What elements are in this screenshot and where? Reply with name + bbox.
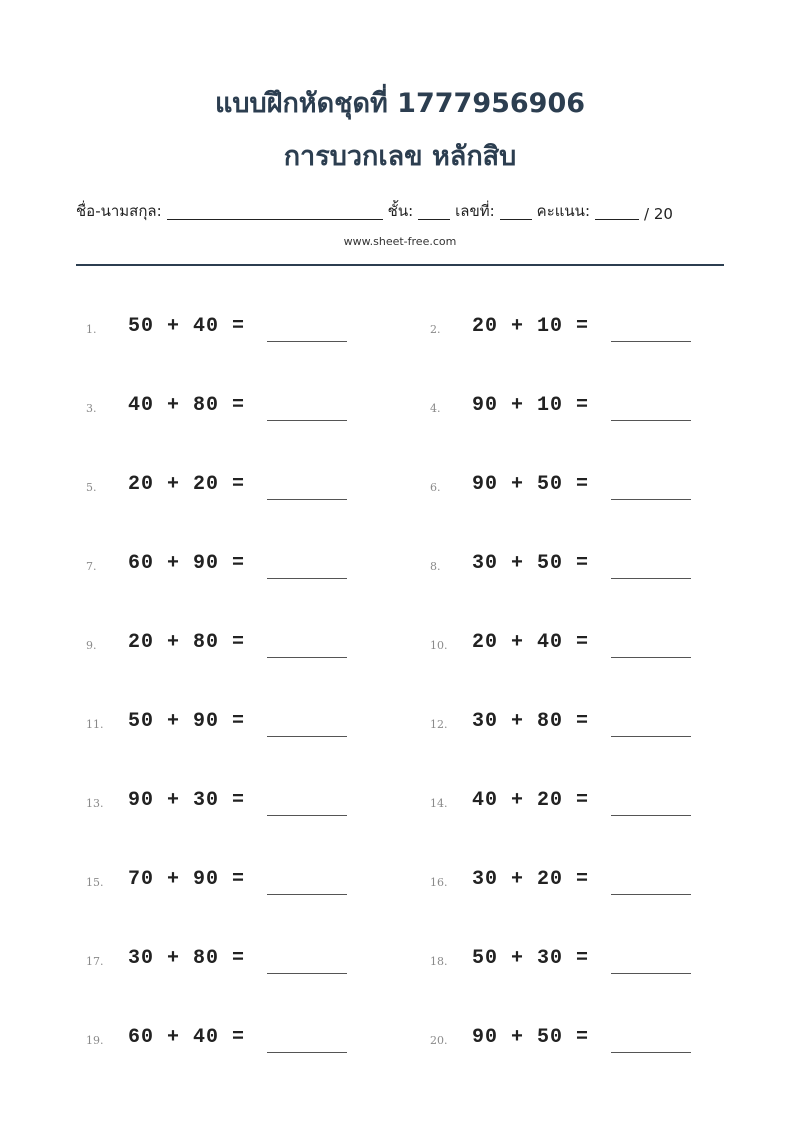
answer-blank[interactable] (611, 973, 691, 974)
name-label: ชื่อ-นามสกุล: (76, 202, 162, 220)
problem-number: 2. (430, 323, 441, 336)
answer-blank[interactable] (267, 499, 347, 500)
worksheet-title: แบบฝึกหัดชุดที่ 1777956906 (214, 88, 586, 119)
answer-blank[interactable] (267, 815, 347, 816)
problem-item (420, 302, 710, 342)
problem-expression: 90 + 50 = (472, 473, 590, 496)
name-blank[interactable] (167, 203, 383, 220)
problem-expression: 30 + 80 = (128, 947, 246, 970)
problem-expression: 20 + 40 = (472, 631, 590, 654)
website-link: www.sheet-free.com (343, 235, 457, 248)
problem-expression: 50 + 40 = (128, 315, 246, 338)
problem-item (76, 697, 366, 737)
problem-item (76, 381, 366, 421)
problem-number: 20. (430, 1034, 448, 1047)
problem-expression: 40 + 80 = (128, 394, 246, 417)
problem-item (76, 855, 366, 895)
answer-blank[interactable] (611, 894, 691, 895)
problem-number: 16. (430, 876, 448, 889)
problem-number: 13. (86, 797, 104, 810)
problem-number: 15. (86, 876, 104, 889)
problem-item (420, 1013, 710, 1053)
problem-number: 19. (86, 1034, 104, 1047)
answer-blank[interactable] (267, 341, 347, 342)
problem-number: 9. (86, 639, 97, 652)
problem-expression: 20 + 20 = (128, 473, 246, 496)
problem-expression: 60 + 90 = (128, 552, 246, 575)
problem-expression: 30 + 50 = (472, 552, 590, 575)
problem-expression: 50 + 90 = (128, 710, 246, 733)
problem-number: 6. (430, 481, 441, 494)
problem-item (420, 934, 710, 974)
problem-item (420, 618, 710, 658)
answer-blank[interactable] (611, 420, 691, 421)
problem-number: 5. (86, 481, 97, 494)
problem-number: 1. (86, 323, 97, 336)
problem-expression: 90 + 50 = (472, 1026, 590, 1049)
answer-blank[interactable] (267, 1052, 347, 1053)
problem-item (76, 460, 366, 500)
problem-item (420, 776, 710, 816)
answer-blank[interactable] (267, 736, 347, 737)
problem-number: 10. (430, 639, 448, 652)
problem-expression: 20 + 80 = (128, 631, 246, 654)
problem-expression: 70 + 90 = (128, 868, 246, 891)
problem-item (420, 460, 710, 500)
problem-item (420, 697, 710, 737)
problem-expression: 20 + 10 = (472, 315, 590, 338)
problem-number: 7. (86, 560, 97, 573)
class-label: ชั้น: (387, 202, 414, 220)
answer-blank[interactable] (611, 341, 691, 342)
score-total: / 20 (644, 205, 673, 223)
problem-item (420, 381, 710, 421)
problem-number: 18. (430, 955, 448, 968)
problem-number: 8. (430, 560, 441, 573)
answer-blank[interactable] (611, 1052, 691, 1053)
answer-blank[interactable] (611, 736, 691, 737)
answer-blank[interactable] (267, 420, 347, 421)
problem-item (420, 539, 710, 579)
problem-item (76, 302, 366, 342)
answer-blank[interactable] (611, 657, 691, 658)
problem-expression: 40 + 20 = (472, 789, 590, 812)
problem-expression: 50 + 30 = (472, 947, 590, 970)
answer-blank[interactable] (611, 499, 691, 500)
answer-blank[interactable] (267, 578, 347, 579)
problem-expression: 60 + 40 = (128, 1026, 246, 1049)
number-label: เลขที่: (455, 202, 495, 220)
class-blank[interactable] (418, 203, 450, 220)
problem-item (420, 855, 710, 895)
problem-expression: 30 + 80 = (472, 710, 590, 733)
problem-number: 3. (86, 402, 97, 415)
header-divider (76, 264, 724, 266)
problem-item (76, 1013, 366, 1053)
problem-item (76, 618, 366, 658)
answer-blank[interactable] (611, 815, 691, 816)
answer-blank[interactable] (267, 973, 347, 974)
problem-number: 11. (86, 718, 104, 731)
worksheet-subtitle: การบวกเลข หลักสิบ (283, 141, 517, 172)
score-blank[interactable] (595, 203, 639, 220)
problem-expression: 90 + 10 = (472, 394, 590, 417)
problem-expression: 30 + 20 = (472, 868, 590, 891)
answer-blank[interactable] (267, 894, 347, 895)
problem-item (76, 776, 366, 816)
problem-number: 12. (430, 718, 448, 731)
answer-blank[interactable] (267, 657, 347, 658)
score-label: คะแนน: (536, 202, 590, 220)
problem-expression: 90 + 30 = (128, 789, 246, 812)
problem-item (76, 539, 366, 579)
problem-item (76, 934, 366, 974)
answer-blank[interactable] (611, 578, 691, 579)
number-blank[interactable] (500, 203, 532, 220)
problem-number: 4. (430, 402, 441, 415)
problem-number: 17. (86, 955, 104, 968)
student-info-row (76, 199, 724, 223)
problem-number: 14. (430, 797, 448, 810)
